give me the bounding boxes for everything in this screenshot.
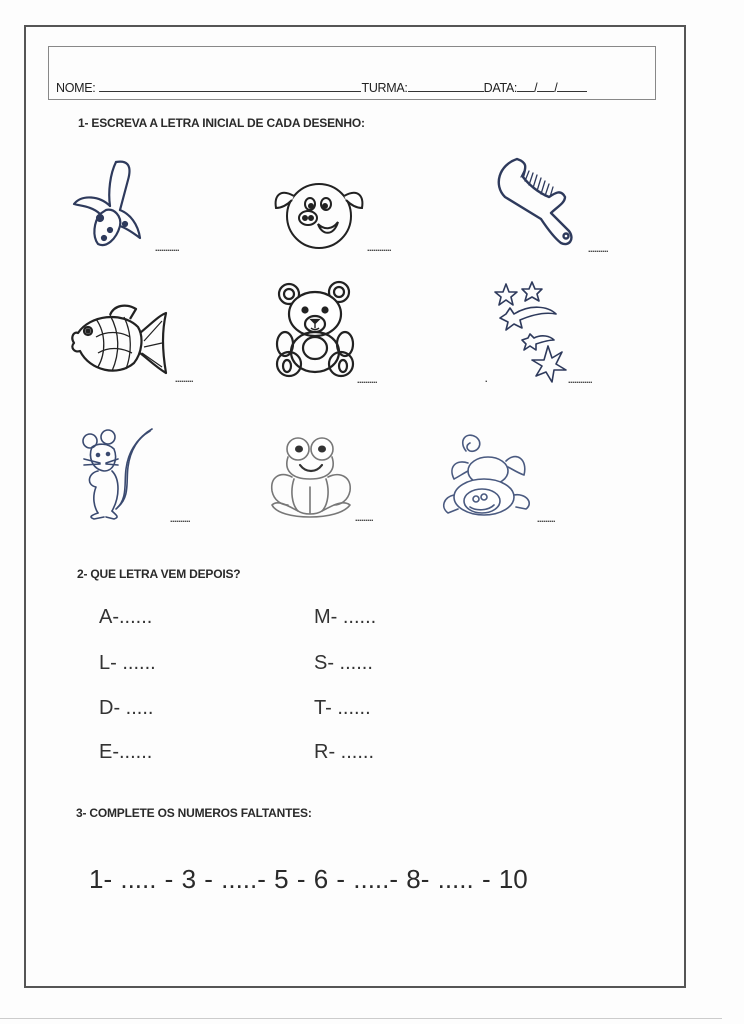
class-label: TURMA: bbox=[361, 81, 408, 95]
answer-blank-teddy-bear[interactable]: .......... bbox=[357, 375, 378, 385]
date-label: DATA: bbox=[483, 81, 518, 95]
mouse-picture bbox=[78, 427, 158, 519]
frog-picture bbox=[268, 435, 356, 519]
letter-prompt-d[interactable]: D- ..... bbox=[99, 697, 154, 719]
class-field[interactable] bbox=[408, 80, 484, 92]
comb-picture bbox=[495, 155, 585, 249]
date-year-field[interactable] bbox=[557, 80, 587, 92]
scan-edge-line bbox=[0, 1018, 722, 1019]
shooting-stars-picture bbox=[490, 278, 570, 380]
date-day-field[interactable] bbox=[517, 80, 534, 92]
answer-blank-comb[interactable]: .......... bbox=[588, 244, 609, 254]
answer-blank-banana[interactable]: ............ bbox=[155, 243, 180, 253]
date-separator: / bbox=[534, 81, 538, 95]
letter-prompt-e[interactable]: E-...... bbox=[99, 741, 153, 763]
banana-picture bbox=[70, 158, 150, 250]
teddy-bear-picture bbox=[275, 280, 355, 378]
question-2-title: 2- QUE LETRA VEM DEPOIS? bbox=[77, 567, 241, 581]
answer-blank-monkey[interactable]: ......... bbox=[537, 514, 556, 524]
answer-blank-fish[interactable]: ......... bbox=[175, 374, 194, 384]
monkey-picture bbox=[440, 433, 536, 519]
question-1-title: 1- ESCREVA A LETRA INICIAL DE CADA DESENHO: bbox=[78, 116, 365, 130]
pig-picture bbox=[272, 174, 366, 252]
letter-prompt-l[interactable]: L- ...... bbox=[99, 652, 156, 674]
student-info-line bbox=[56, 80, 587, 95]
answer-blank-shooting-stars[interactable]: ............ bbox=[568, 375, 593, 385]
number-sequence[interactable]: 1- ..... - 3 - .....- 5 - 6 - .....- 8- ..... - 10 bbox=[89, 864, 528, 894]
date-separator: / bbox=[554, 81, 558, 95]
letter-prompt-m[interactable]: M- ...... bbox=[314, 606, 377, 628]
answer-blank-mouse[interactable]: .......... bbox=[170, 514, 191, 524]
answer-blank-frog[interactable]: ......... bbox=[355, 513, 374, 523]
fish-picture bbox=[70, 297, 170, 379]
date-month-field[interactable] bbox=[537, 80, 554, 92]
student-info-box bbox=[48, 46, 656, 100]
letter-prompt-s[interactable]: S- ...... bbox=[314, 652, 373, 674]
stray-dot: . bbox=[485, 374, 488, 384]
letter-prompt-r[interactable]: R- ...... bbox=[314, 741, 374, 763]
name-label: NOME: bbox=[56, 81, 96, 95]
answer-blank-pig[interactable]: ............ bbox=[367, 243, 392, 253]
letter-prompt-a[interactable]: A-...... bbox=[99, 606, 153, 628]
letter-prompt-t[interactable]: T- ...... bbox=[314, 697, 371, 719]
name-field[interactable] bbox=[99, 80, 361, 92]
question-3-title: 3- COMPLETE OS NUMEROS FALTANTES: bbox=[76, 806, 312, 820]
